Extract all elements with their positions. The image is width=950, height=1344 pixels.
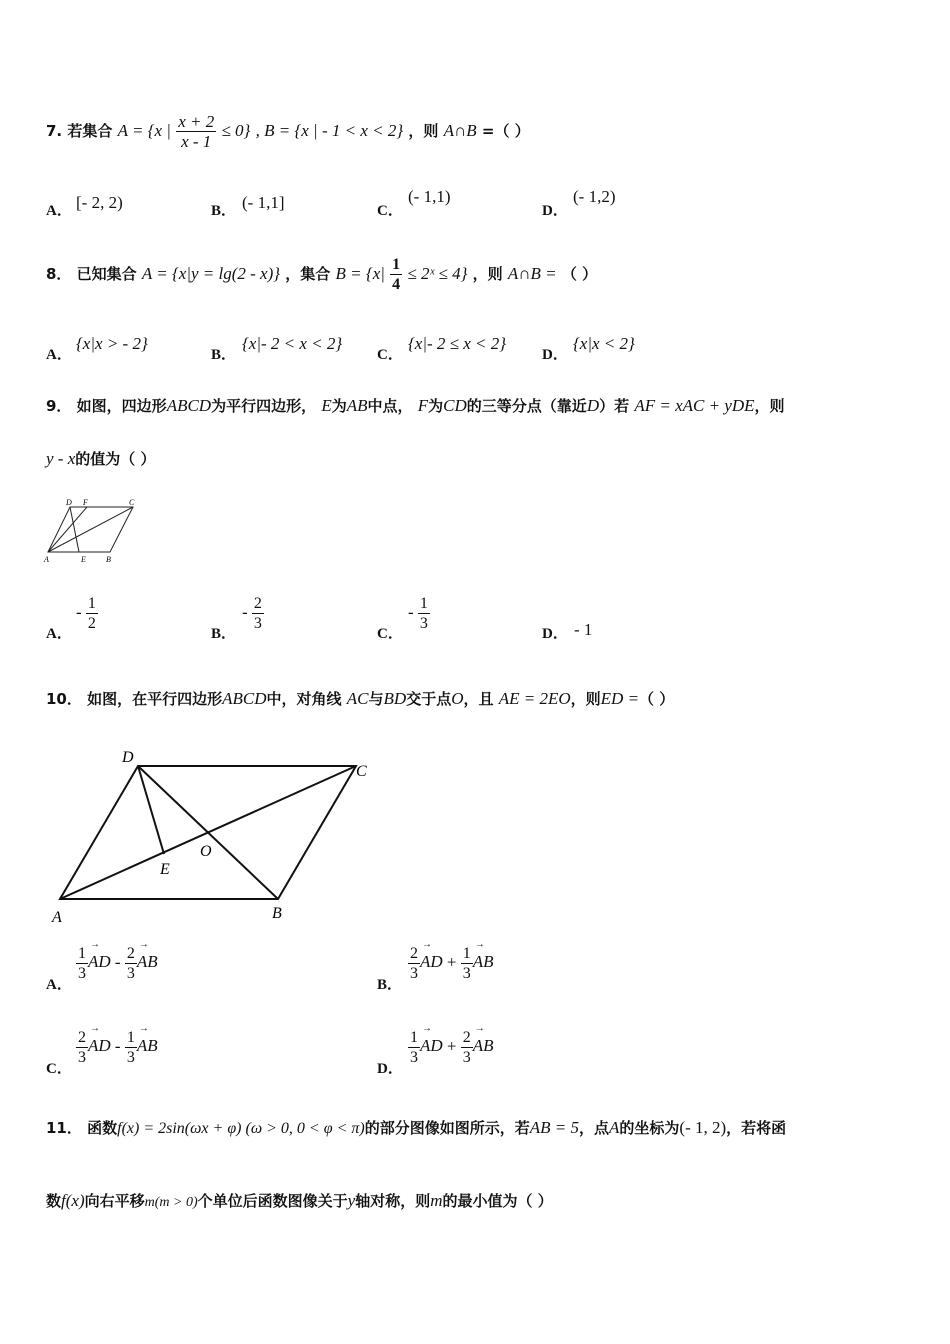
q9-figure [40,495,140,567]
label-a: A [52,909,62,926]
option-d[interactable]: (- 1,2) [573,187,616,206]
label-c: C [129,498,135,507]
question-number: 9． [46,397,72,415]
option-a[interactable]: {x|x > - 2} [76,334,148,353]
option-d[interactable]: - 1 [574,620,593,639]
option-a-label: A． [46,977,72,993]
label-b: B [272,905,282,922]
option-d-label: D． [542,203,568,219]
option-b-label: B． [211,626,237,642]
option-a-label: A． [46,626,72,642]
segment-af [48,507,87,552]
option-b[interactable]: (- 1,1] [242,193,285,212]
option-a-label: A． [46,347,72,363]
label-c: C [356,763,367,780]
option-c-label: C． [377,203,403,219]
question-11-line2: 数f(x)向右平移m(m > 0)个单位后函数图像关于y轴对称，则m的最小值为（ ） [46,1191,553,1210]
label-d: D [66,498,72,507]
label-f: F [83,498,88,507]
question-number: 8． [46,265,72,283]
option-d[interactable]: $\frac{1}{3}$ → AD + $\frac{2}{3}$ → AB [408,1028,494,1067]
question-9-line2: y - x的值为（ ） [46,449,156,468]
label-o: O [200,843,212,860]
option-d-label: D． [542,626,568,642]
label-e: E [160,861,170,878]
question-number: 7. [46,122,63,140]
question-11: 11． 函数f(x) = 2sin(ωx + φ) (ω > 0, 0 < φ < π)的部分图像如图所示，若AB = 5，点A的坐标为(- 1, 2)，若将函 [46,1118,787,1137]
label-e: E [81,555,86,564]
option-c[interactable]: - $\frac{1}{3}$ [408,595,428,632]
option-b[interactable]: {x|- 2 < x < 2} [242,334,343,353]
question-number: 11． [46,1119,82,1137]
option-b[interactable]: $\frac{2}{3}$ → AD + $\frac{1}{3}$ → AB [408,944,494,983]
segment-de [70,507,79,552]
fraction: $\frac{x + 2}{x - 1}$ [178,112,215,151]
option-c[interactable]: {x|- 2 ≤ x < 2} [408,334,507,353]
label-b: B [106,555,111,564]
option-b-label: B． [211,347,237,363]
question-10: 10． 如图，在平行四边形ABCD中，对角线 AC与BD交于点O，且 AE = 2EO，则ED =（ ） [46,689,675,708]
option-a[interactable]: $\frac{1}{3}$ → AD - $\frac{2}{3}$ → AB [76,944,158,983]
option-b-label: B． [377,977,403,993]
label-a: A [44,555,49,564]
option-a[interactable]: [- 2, 2) [76,193,123,212]
diagonal-bd [138,766,278,899]
q10-figure [40,740,380,930]
option-d-label: D． [377,1061,403,1077]
option-b-label: B． [211,203,237,219]
option-d[interactable]: {x|x < 2} [573,334,635,353]
option-c[interactable]: (- 1,1) [408,187,451,206]
option-c-label: C． [377,626,403,642]
label-d: D [122,749,134,766]
option-c[interactable]: $\frac{2}{3}$ → AD - $\frac{1}{3}$ → AB [76,1028,158,1067]
segment-ac [48,507,133,552]
fraction: $\frac{1}{4}$ [392,256,401,293]
question-number: 10． [46,690,82,708]
option-c-label: C． [46,1061,72,1077]
option-a-label: A． [46,203,72,219]
question-9: 9． 如图，四边形ABCD为平行四边形， E为AB中点， F为CD的三等分点（靠近D）若 AF = xAC + yDE，则 [46,396,785,415]
option-a[interactable]: - $\frac{1}{2}$ [76,595,96,632]
option-d-label: D． [542,347,568,363]
option-b[interactable]: - $\frac{2}{3}$ [242,595,262,632]
option-c-label: C． [377,347,403,363]
question-7: 7. 若集合 A = {x | $\frac{x + 2}{x - 1}$ ≤ 0} , B = {x | - 1 < x < 2} ，则 A∩B =（ ） [46,112,530,151]
question-8: 8． 已知集合 A = {x|y = lg(2 - x)} ，集合 B = {x| $\frac{1}{4}$ ≤ 2ˣ ≤ 4} ，则 A∩B = （ ） [46,256,598,293]
